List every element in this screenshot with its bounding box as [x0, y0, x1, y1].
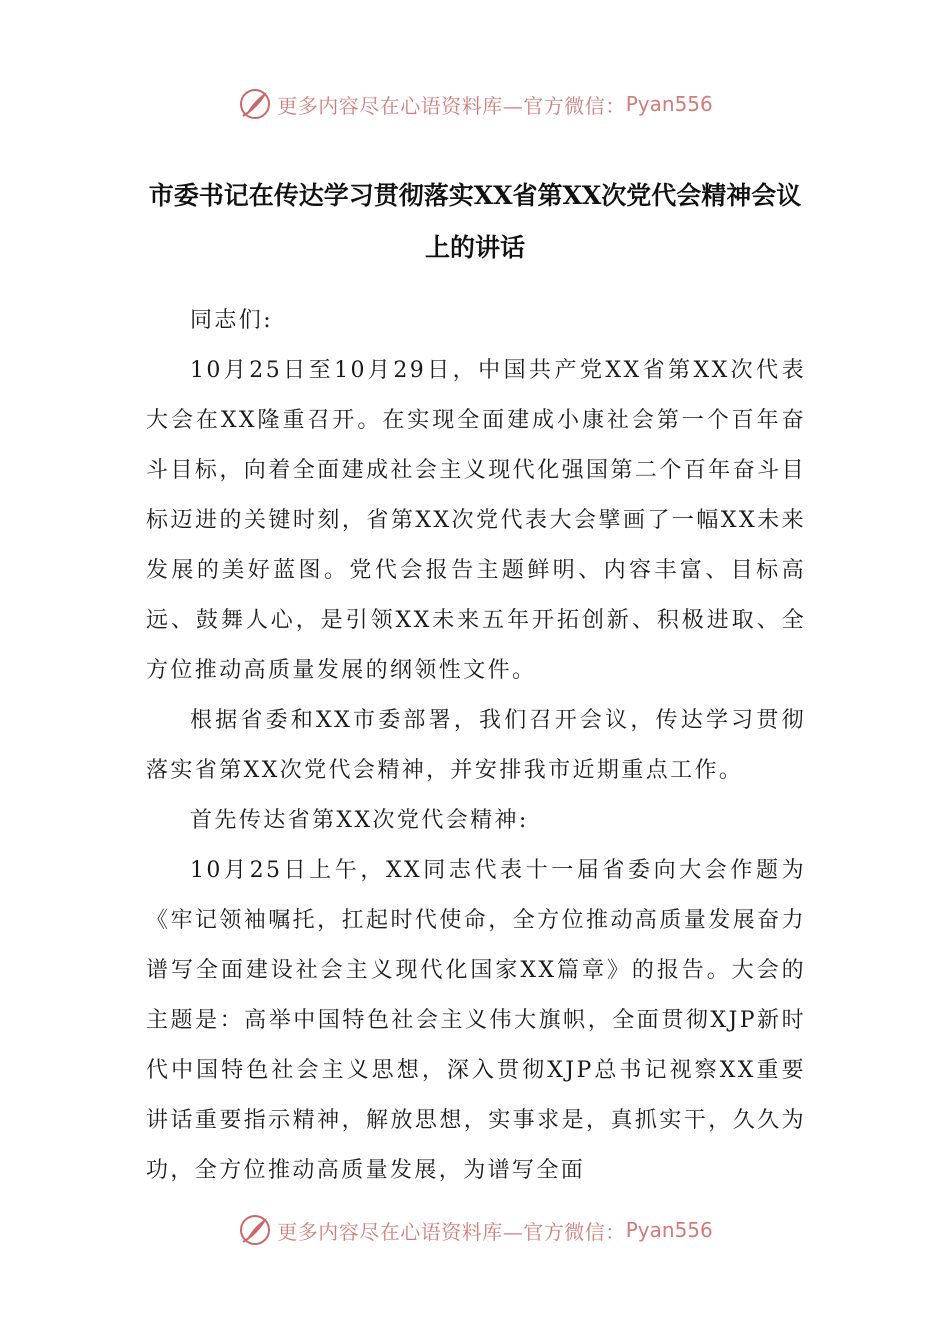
body-paragraph: 根据省委和XX市委部署，我们召开会议，传达学习贯彻落实省第XX次党代会精神，并安排我市近期重点工作。	[146, 708, 806, 783]
watermark-text: 更多内容尽在心语资料库—官方微信：	[277, 1219, 626, 1244]
body-paragraph: 10月25日至10月29日，中国共产党XX省第XX次代表大会在XX隆重召开。在实现全面建成小康社会第一个百年奋斗目标，向着全面建成社会主义现代化强国第二个百年奋斗目标迈进的关键时刻，省第XX次党代表大会擘画了一幅XX未来发展的美好蓝图。党代会报告主题鲜明、内容丰富、目标高远、鼓舞人心，是引领XX未来五年开拓创新、积极进取、全方位推动高质量发展的纲领性文件。	[146, 358, 806, 683]
document-body	[146, 296, 806, 1196]
body-paragraph: 首先传达省第XX次党代会精神:	[190, 808, 529, 833]
quill-pen-logo-icon	[237, 86, 273, 122]
footer-watermark	[0, 1208, 950, 1252]
document-title: 市委书记在传达学习贯彻落实XX省第XX次党代会精神会议上的讲话	[148, 181, 802, 262]
watermark-text: 更多内容尽在心语资料库—官方微信：	[277, 93, 626, 118]
watermark-handle: Pyan556	[625, 1218, 713, 1242]
header-watermark	[0, 82, 950, 126]
body-paragraph: 10月25日上午，XX同志代表十一届省委向大会作题为《牢记领袖嘱托，扛起时代使命，全方位推动高质量发展奋力谱写全面建设社会主义现代化国家XX篇章》的报告。大会的主题是：高举中国特色社会主义伟大旗帜，全面贯彻XJP新时代中国特色社会主义思想，深入贯彻XJP总书记视察XX重要讲话重要指示精神，解放思想，实事求是，真抓实干，久久为功，全方位推动高质量发展，为谱写全面	[146, 858, 806, 1183]
salutation: 同志们:	[190, 308, 274, 333]
watermark-handle: Pyan556	[625, 92, 713, 116]
quill-pen-logo-icon	[237, 1212, 273, 1248]
